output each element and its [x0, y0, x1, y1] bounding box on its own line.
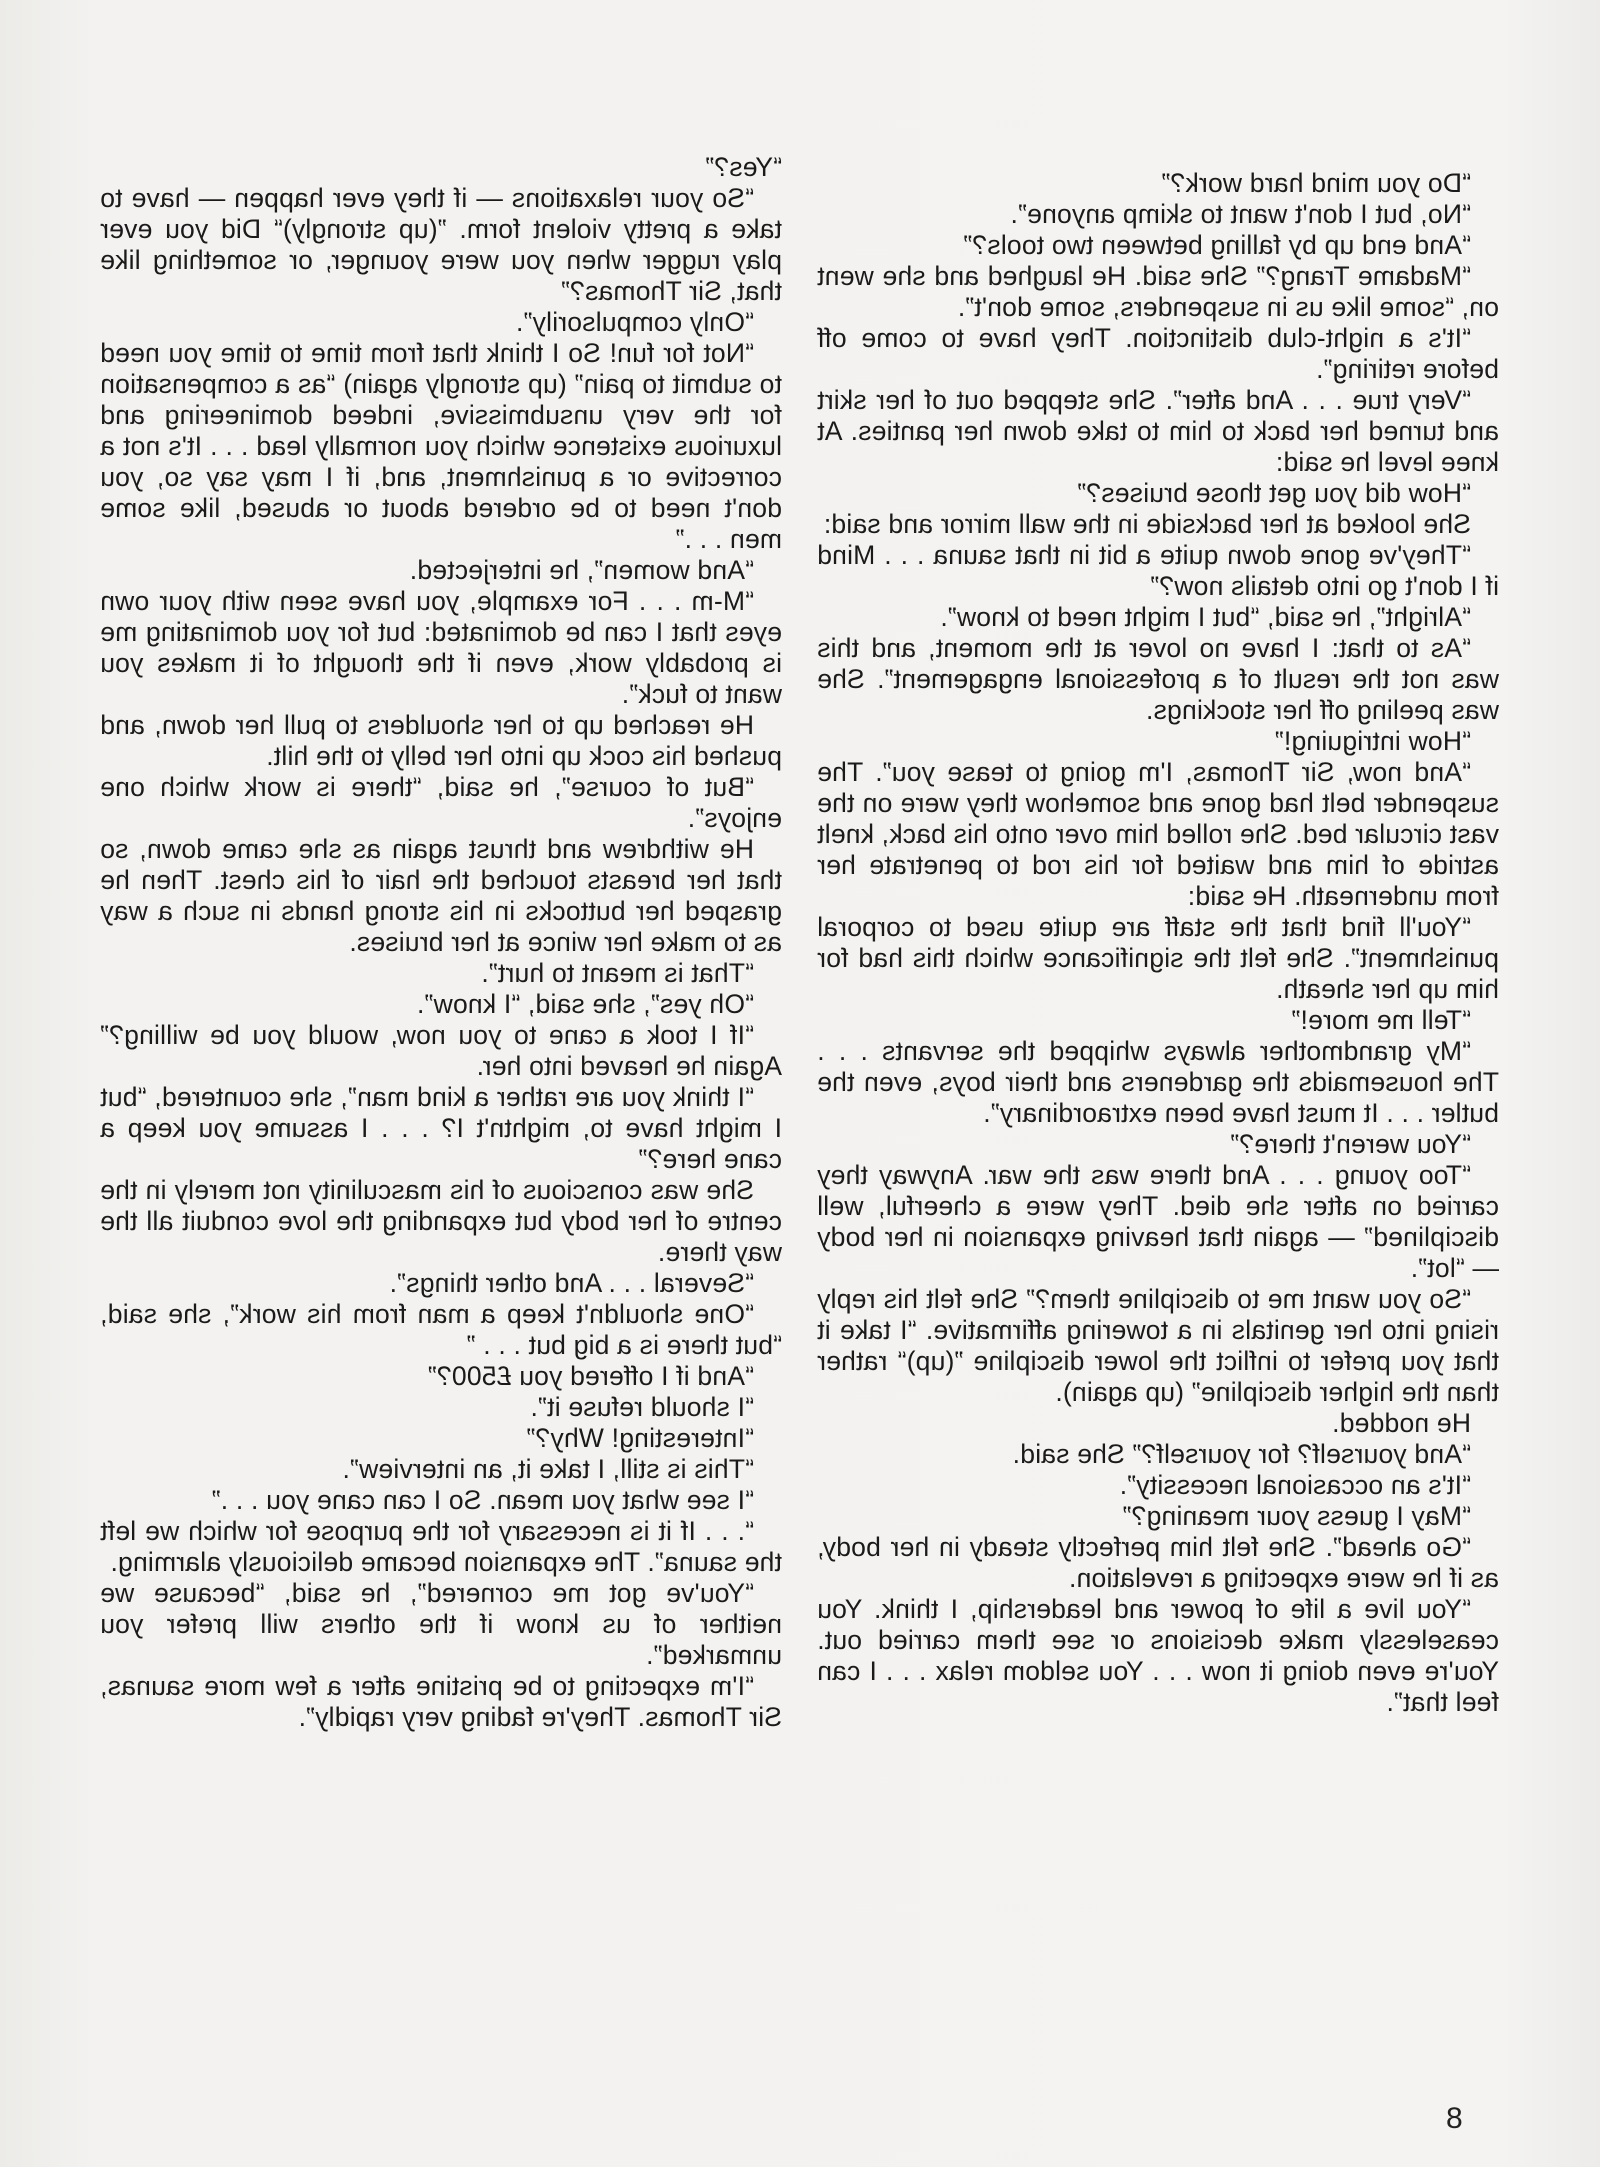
paragraph: “How did you get those bruises?” — [1077, 478, 1471, 508]
paragraph: “Madame Trang?” She said. He laughed and she went on, “some like us in suspenders, some don't”. — [817, 261, 1499, 322]
paragraph: “That is meant to hurt”. — [481, 958, 754, 988]
paragraph: “No, but I don't want to skimp anyone”. — [1010, 199, 1471, 229]
paragraph: “Several . . . And other things”. — [389, 1268, 754, 1298]
paragraph: “May I guess your meaning?” — [1122, 1501, 1471, 1531]
paragraph: “One shouldn't keep a man from his work”, she said, “but there is a big but . . . ” — [100, 1299, 782, 1360]
paragraph: “You live a life of power and leadership, I think. You ceaselessly make decisions or see them carried out. You're even doing it now . . . You seldom relax . . . I can feel that”. — [817, 1594, 1499, 1717]
paragraph: “This is still, I take it, an interview”. — [342, 1454, 754, 1484]
text-column-right — [817, 168, 1499, 1718]
paragraph: “Oh yes”, she said, “I know”. — [416, 989, 754, 1019]
paragraph: “I should refuse it”. — [530, 1392, 754, 1422]
paragraph: “How intriguing!” — [1274, 726, 1471, 756]
paragraph: “Tell me more!” — [1291, 1005, 1471, 1035]
paragraph: “And yourself? for yourself?” She said. — [1012, 1439, 1471, 1469]
paragraph: “Only compulsorily”. — [515, 307, 754, 337]
paragraph: “Very true . . . And after”. She stepped out of her skirt and turned her back to him to take down her panties. At knee level he said: — [817, 385, 1499, 477]
paragraph: “If I took a cane to you now, would you be willing?” Again he heaved into her. — [100, 1020, 782, 1081]
paragraph: She looked at her backside in the wall mirror and said: — [823, 509, 1471, 539]
paragraph: “You've got me cornered”, he said, “because we neither of us know if the others will prefer you unmarked”. — [100, 1578, 782, 1670]
paragraph: “I see what you mean. So I can cane you . . .” — [211, 1485, 754, 1515]
paragraph: “They've gone down quite a bit in that sauna . . . Mind if I don't go into details now?” — [817, 540, 1499, 601]
paragraph: “As to that: I have no lover at the moment, and this was not the result of a professional engagement”. She was peeling off her stockings. — [817, 633, 1499, 725]
paragraph: “But of course”, he said, “there is work which one enjoys”. — [100, 772, 782, 833]
paragraph: “And end up by falling between two tools?” — [963, 230, 1471, 260]
paragraph: “It's a night-club distinction. They have to come off before retiring”. — [817, 323, 1499, 384]
paragraph: “And now, Sir Thomas, I'm going to tease you”. The suspender belt had gone and somehow they were on the vast circular bed. She rolled him over onto his back, knelt astride of him and waited for his rod to penetrate her from underneath. He said: — [817, 757, 1499, 911]
paragraph: “Too young . . . And there was the war. Anyway they carried on after she died. They were a cheerful, well disciplined” — again that heaving expansion in her body — “lot”. — [817, 1160, 1499, 1283]
paragraph: “You weren't there?” — [1230, 1129, 1471, 1159]
paragraph: “Alright”, he said, “but I might need to know”. — [940, 602, 1471, 632]
paragraph: “I'm expecting to be pristine after a few more saunas, Sir Thomas. They're fading very rapidly”. — [100, 1671, 782, 1732]
paragraph: “So you want me to discipline them?” She felt his reply rising into her genitals in a towering affirmative. “I take it that you prefer to inflict the lower discipline ”(up)“ rather than the higher discipline” (up again). — [817, 1284, 1499, 1407]
paragraph: “Yes?” — [705, 152, 782, 182]
paragraph: “Not for fun! So I think that from time to time you need to submit to pain” (up strongly again) “as a compensation for the very unsubmissive, indeed domineering and luxurious existence which you normally lead . . . It's not a corrective or a punishment, and, if I may say so, you don't need to be ordered about or abused, like some men . . .” — [100, 338, 782, 554]
paragraph: “It's an occasional necessity”. — [1119, 1470, 1471, 1500]
paragraph: “My grandmother always whipped the servants . . . The housemaids the gardeners and their boys, even the butler . . . It must have been extraordinary”. — [817, 1036, 1499, 1128]
paragraph: “So your relaxations — if they ever happen — have to take a pretty violent form. ”(up strongly)“ Did you ever play rugger when you were younger, or something like that, Sir Thomas?” — [100, 183, 782, 306]
paragraph: “I think you are rather a kind man”, she countered, “but I might have to, mightn't I? . . . I assume you keep a cane here?” — [100, 1082, 782, 1174]
page-number: 8 — [1446, 2102, 1463, 2135]
paragraph: He reached up to her shoulders to pull her down, and pushed his cock up into her belly to the hilt. — [100, 710, 782, 771]
paragraph: She was conscious of his masculinity not merely in the centre of her body but expanding the love conduit all the way there. — [100, 1175, 782, 1267]
paragraph: He withdrew and thrust again as she came down, so that her breasts touched the hair of his chest. Then he grasped her buttocks in his strong hands in such a way as to make her wince at her bruises. — [100, 834, 782, 957]
paragraph: “And women”, he interjected. — [409, 555, 754, 585]
paragraph: “Do you mind hard work?” — [1161, 168, 1471, 198]
paragraph: “Interesting! Why?” — [526, 1423, 754, 1453]
paragraph: He nodded. — [1331, 1408, 1471, 1438]
paragraph: “M-m . . . For example, you have seen with your own eyes that I can be dominated: but for you dominating me is probably work, even if the thought of it makes you want to fuck”. — [100, 586, 782, 709]
paragraph: “. . . If it is necessary for the purpose for which we left the sauna”. The expansion became deliciously alarming. — [100, 1516, 782, 1577]
paragraph: “You'll find that the staff are quite used to corporal punishment”. She felt the significance which this had for him up her sheath. — [817, 912, 1499, 1004]
paragraph: “Go ahead”. She felt him perfectly steady in her body, as if he were expecting a revelation. — [817, 1532, 1499, 1593]
paragraph: “And if I offered you £500?” — [427, 1361, 754, 1391]
text-column-left — [100, 152, 782, 1733]
